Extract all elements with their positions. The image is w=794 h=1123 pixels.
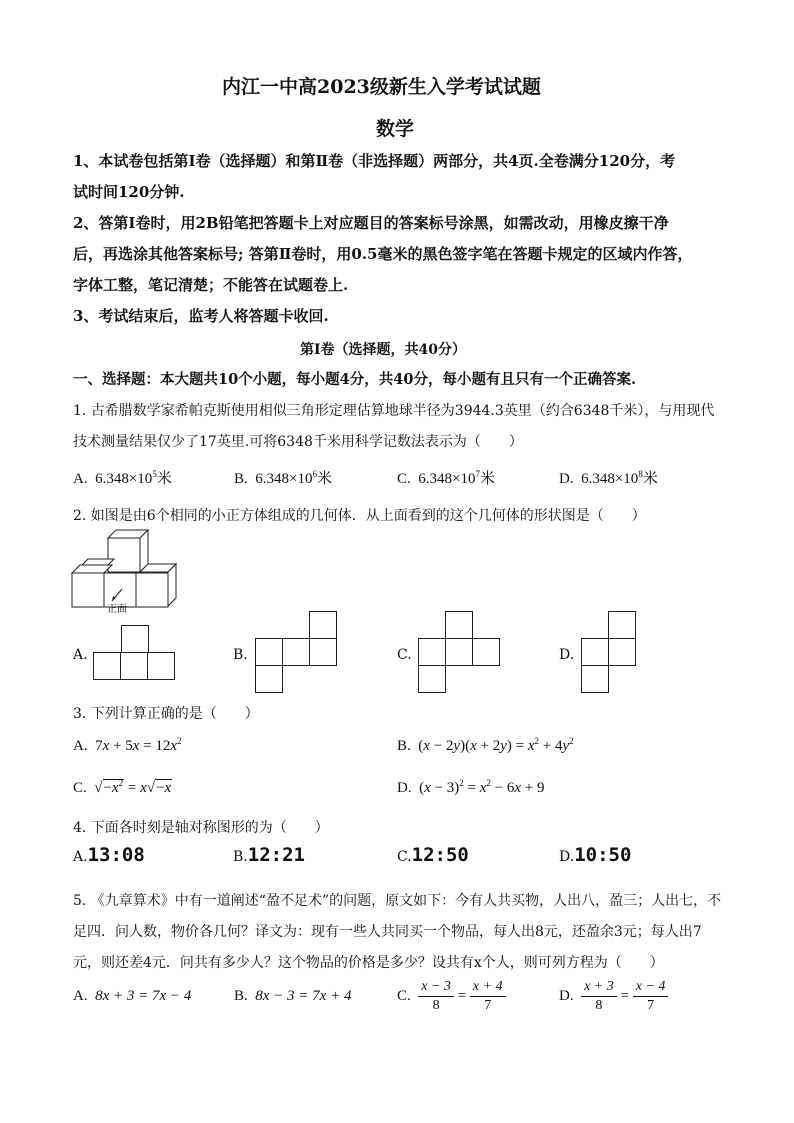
grid-square [581, 665, 609, 693]
subject-title: 数学 [376, 118, 415, 140]
q3-option-c[interactable]: C. $√-x^2 = x√-x$ [73, 778, 172, 796]
grid-square [445, 611, 473, 639]
q5-line1: 5. 《九章算术》中有一道阐述“盈不足术”的问题，原文如下：今有人共买物，人出八，盈三；人出七，不 [73, 893, 722, 909]
q1-option-d[interactable]: D. $6.348\times 10^8$米 [559, 469, 658, 487]
grid-square [255, 665, 283, 693]
grid-square [93, 652, 121, 680]
grid-square [120, 652, 148, 680]
q1-line2: 技术测量结果仅少了17英里.可将6348千米用科学记数法表示为（ ） [73, 434, 523, 450]
q4-option-a[interactable]: A.13:08 [73, 844, 145, 866]
grid-square [418, 665, 446, 693]
front-label: 正面 [107, 604, 127, 615]
exam-title: 内江一中高2023级新生入学考试试题 [222, 76, 541, 98]
q3-option-a[interactable]: A. $7x + 5x = 12x^2$ [73, 736, 182, 754]
instruction-2-line1: 2、答第Ⅰ卷时，用2B铅笔把答题卡上对应题目的答案标号涂黑，如需改动，用橡皮擦干净 [73, 214, 669, 232]
grid-square [309, 611, 337, 639]
grid-square [472, 638, 500, 666]
q2-option-c-label[interactable]: C. [397, 647, 412, 663]
q1-option-a[interactable]: A. $6.348\times 10^5$米 [73, 469, 172, 487]
digital-time: 13:08 [87, 844, 145, 866]
instruction-2-line2: 后，再选涂其他答案标号; 答第Ⅱ卷时，用0.5毫米的黑色签字笔在答题卡规定的区域内作答， [73, 245, 693, 263]
part-heading: 一、选择题：本大题共10个小题，每小题4分，共40分，每小题有且只有一个正确答案. [73, 371, 636, 388]
q4-option-b[interactable]: B.12:21 [233, 844, 305, 866]
q5-option-a[interactable]: A. 8x + 3 = 7x − 4 [73, 988, 192, 1004]
grid-square [581, 638, 609, 666]
fraction: $\frac{x + 4}{7}$ [470, 978, 506, 1015]
option-label: D. [559, 471, 574, 487]
option-label: B. [234, 471, 248, 487]
section-title: 第Ⅰ卷（选择题，共40分） [300, 342, 467, 358]
q1-option-b[interactable]: B. $6.348\times 10^6$米 [234, 469, 332, 487]
q1-option-c[interactable]: C. $6.348\times 10^7$米 [397, 469, 495, 487]
grid-square [608, 611, 636, 639]
q4-line1: 4. 下面各时刻是轴对称图形的为（ ） [73, 820, 329, 836]
digital-time: 12:21 [247, 844, 305, 866]
q5-option-d[interactable]: D. $\frac{x + 3}{8}$ = $\frac{x - 4}{7}$ [559, 978, 668, 1015]
grid-square [255, 638, 283, 666]
q5-line3: 元，则还差4元．问共有多少人？这个物品的价格是多少？设共有x个人，则可列方程为（ ） [73, 955, 664, 971]
grid-square [121, 625, 149, 653]
grid-square [282, 638, 310, 666]
q4-option-c[interactable]: C.12:50 [397, 844, 469, 866]
fraction: $\frac{x - 4}{7}$ [633, 978, 669, 1015]
q3-option-b[interactable]: B. $(x - 2y)(x + 2y) = x^2 + 4y^2$ [397, 736, 574, 754]
q4-option-d[interactable]: D.10:50 [559, 844, 632, 866]
grid-square [445, 638, 473, 666]
instruction-2-line3: 字体工整，笔记清楚；不能答在试题卷上. [73, 276, 349, 294]
q1-line1: 1. 古希腊数学家希帕克斯使用相似三角形定理估算地球半径为3944.3英里（约合6348千米），与用现代 [73, 403, 715, 419]
grid-square [147, 652, 175, 680]
instruction-1-line2: 试时间120分钟. [73, 183, 185, 201]
digital-time: 12:50 [411, 844, 469, 866]
q2-option-d-label[interactable]: D. [559, 647, 575, 663]
fraction: $\frac{x - 3}{8}$ [418, 978, 454, 1015]
q2-line1: 2. 如图是由6个相同的小正方体组成的几何体．从上面看到的这个几何体的形状图是（ ） [73, 508, 646, 524]
grid-square [309, 638, 337, 666]
option-label: A. [73, 471, 88, 487]
q5-option-b[interactable]: B. 8x − 3 = 7x + 4 [234, 988, 352, 1004]
q2-option-a-label[interactable]: A. [73, 647, 88, 663]
grid-square [608, 638, 636, 666]
fraction: $\frac{x + 3}{8}$ [581, 978, 617, 1015]
instruction-1-line1: 1、本试卷包括第Ⅰ卷（选择题）和第Ⅱ卷（非选择题）两部分，共4页.全卷满分120分，考 [73, 152, 676, 170]
q5-line2: 足四．问人数，物价各几何？译文为：现有一些人共同买一个物品，每人出8元，还盈余3元；每人出7 [73, 924, 702, 940]
option-label: C. [397, 471, 411, 487]
q5-option-c[interactable]: C. $\frac{x - 3}{8}$ = $\frac{x + 4}{7}$ [397, 978, 506, 1015]
grid-square [418, 638, 446, 666]
q3-line1: 3. 下列计算正确的是（ ） [73, 706, 259, 722]
digital-time: 10:50 [574, 844, 632, 866]
instruction-3: 3、考试结束后，监考人将答题卡收回. [73, 307, 329, 325]
q3-option-d[interactable]: D. $(x - 3)^2 = x^2 - 6x + 9$ [397, 778, 545, 796]
q2-option-b-label[interactable]: B. [233, 647, 248, 663]
